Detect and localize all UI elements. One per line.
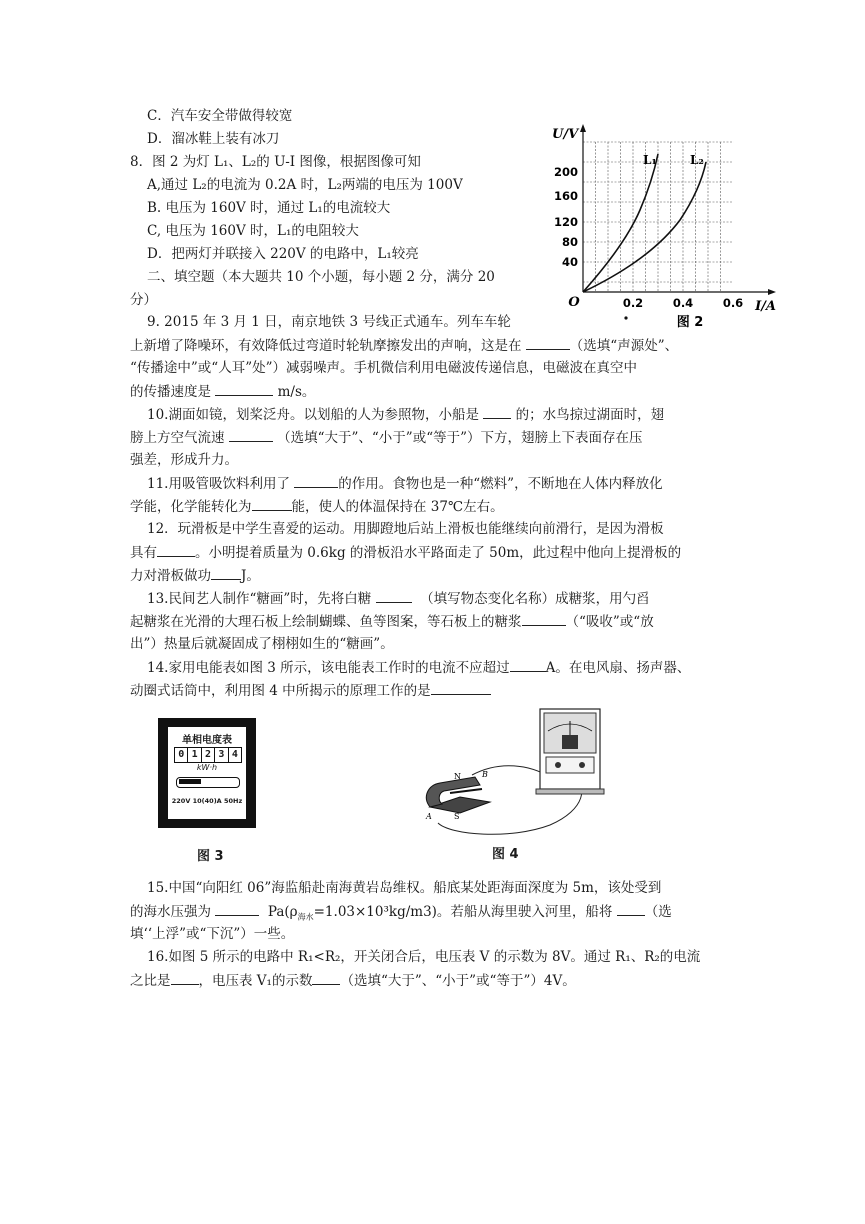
q15-line1: 15.中国“向阳红 06”海监船赴南海黄岩岛维权。船底某处距海面深度为 5m，该处受到 xyxy=(147,880,662,896)
q10-line2: 膀上方空气流速 （选填“大于”、“小于”或“等于”）下方，翅膀上下表面存在压 xyxy=(130,427,643,448)
meter-unit: kW·h xyxy=(196,763,218,772)
figure-2-caption: 图 2 xyxy=(676,315,704,330)
label-S: S xyxy=(454,812,460,821)
x-axis-arrow xyxy=(768,289,776,295)
section-heading: 二、填空题（本大题共 10 个小题，每小题 2 分，满分 20 xyxy=(147,269,495,285)
y-tick: 200 xyxy=(553,165,578,179)
q16-blank-1[interactable] xyxy=(171,970,199,985)
meter-digit: 3 xyxy=(215,748,228,762)
option-d: D．溜冰鞋上装有冰刀 xyxy=(147,131,280,147)
q11-blank-2[interactable] xyxy=(252,496,292,511)
q15-line2: 的海水压强为 $Pa(\rho_{海水}=1.03\times 10^3kg/m3)$。若船从海里驶入河里，船将 （选 xyxy=(130,901,672,928)
option-c: C．汽车安全带做得较宽 xyxy=(147,108,293,124)
meter-title: 单相电度表 xyxy=(182,735,232,746)
meter-rating: 220V 10(40)A 50Hz xyxy=(171,797,243,805)
label-A: A xyxy=(426,812,432,821)
q8-option-a: A,通过 L₂的电流为 0.2A 时，L₂两端的电压为 100V xyxy=(147,177,463,193)
y-tick: 40 xyxy=(561,255,578,269)
curve-label-L2: L₂ xyxy=(690,153,704,167)
meter-digit: 2 xyxy=(202,748,215,762)
q15-blank-2[interactable] xyxy=(617,901,645,916)
x-tick: 0.4 xyxy=(672,296,694,310)
q11-line2: 学能，化学能转化为 能，使人的体温保持在 37℃左右。 xyxy=(130,496,504,517)
terminal xyxy=(579,762,585,768)
q8-stem: 8．图 2 为灯 L₁、L₂的 U-I 图像，根据图像可知 xyxy=(130,154,421,170)
q8-option-c: C, 电压为 160V 时，L₁的电阻较大 xyxy=(147,223,359,239)
q13-line2: 起糖浆在光滑的大理石板上绘制蝴蝶、鱼等图案，等石板上的糖浆 （“吸收”或“放 xyxy=(130,611,654,632)
x-tick: 0.2 xyxy=(622,296,644,310)
q13-line3: 出”）热量后就凝固成了栩栩如生的“糖画”。 xyxy=(130,636,394,652)
figure-4-apparatus xyxy=(420,705,620,840)
q13-blank-2[interactable] xyxy=(522,611,566,626)
galvanometer-core xyxy=(562,735,578,749)
q9-line4: 的传播速度是 m/s。 xyxy=(130,381,315,402)
meter-arrow xyxy=(179,779,201,784)
q10-blank-2[interactable] xyxy=(229,427,273,442)
q9-line2: 上新增了降噪环，有效降低过弯道时轮轨摩擦发出的声响，这是在 （选填“声源处”、 xyxy=(130,335,678,356)
q16-line2: 之比是 ，电压表 V₁的示数 （选填“大于”、“小于”或“等于”）4V。 xyxy=(130,970,576,991)
y-tick: 160 xyxy=(553,189,578,203)
q8-option-d: D．把两灯并联接入 220V 的电路中，L₁较亮 xyxy=(147,246,419,262)
q13-blank-1[interactable] xyxy=(376,588,412,603)
q16-blank-2[interactable] xyxy=(312,970,340,985)
x-tick: 0.6 xyxy=(722,296,744,310)
meter-digit: 4 xyxy=(231,749,238,760)
section-heading-cont: 分） xyxy=(130,292,157,308)
figure-4-caption: 图 4 xyxy=(492,847,519,862)
q10-blank-1[interactable] xyxy=(483,404,511,419)
label-B: B xyxy=(482,770,488,779)
q13-line1: 13.民间艺人制作“糖画”时，先将白糖 （填写物态变化名称）成糖浆，用勺舀 xyxy=(147,588,650,609)
q12-line1: 12．玩滑板是中学生喜爱的运动。用脚蹬地后站上滑板也能继续向前滑行，是因为滑板 xyxy=(147,521,664,537)
q11-blank-1[interactable] xyxy=(294,473,338,488)
y-tick: 120 xyxy=(553,215,578,229)
y-axis-arrow xyxy=(580,124,586,132)
y-axis-label: U/V xyxy=(552,127,579,142)
q14-blank-2[interactable] xyxy=(431,680,491,695)
y-tick: 80 xyxy=(561,235,578,249)
q15-blank-1[interactable] xyxy=(215,901,259,916)
q9-line3: “传播途中”或“人耳”处”）减弱噪声。手机微信利用电磁波传递信息，电磁波在真空中 xyxy=(130,360,638,376)
q8-option-b: B. 电压为 160V 时，通过 L₁的电流较大 xyxy=(147,200,391,216)
q12-blank-1[interactable] xyxy=(157,542,195,557)
q14-line1: 14.家用电能表如图 3 所示，该电能表工作时的电流不应超过 A。在电风扇、扬声器、 xyxy=(147,657,690,678)
q15-line3: 填‘‘上浮”或“下沉”）一些。 xyxy=(130,926,295,942)
curve-L2 xyxy=(583,162,706,292)
meter-digit: 1 xyxy=(188,748,201,762)
terminal xyxy=(555,762,561,768)
x-axis-label: I/A xyxy=(755,299,776,314)
dot-mark xyxy=(624,316,627,319)
q10-line1: 10.湖面如镜，划桨泛舟。以划船的人为参照物，小船是 的；水鸟掠过湖面时，翅 xyxy=(147,404,664,425)
q9-line1: 9. 2015 年 3 月 1 日，南京地铁 3 号线正式通车。列车车轮 xyxy=(147,314,511,330)
origin-label: O xyxy=(568,295,580,310)
figure-3-electricity-meter xyxy=(158,718,256,828)
figure-2-ui-graph xyxy=(540,120,790,330)
galvanometer-base-panel xyxy=(546,757,594,773)
q14-line2: 动圈式话筒中，利用图 4 中所揭示的原理工作的是 xyxy=(130,680,491,701)
curve-label-L1: L₁ xyxy=(643,153,657,167)
meter-disc-window xyxy=(176,777,240,788)
q12-line2: 具有 。小明提着质量为 0.6kg 的滑板沿水平路面走了 50m，此过程中他向上提滑板的 xyxy=(130,542,681,563)
q12-line3: 力对滑板做功 J。 xyxy=(130,565,260,586)
q9-blank-1[interactable] xyxy=(526,335,570,350)
q16-line1: 16.如图 5 所示的电路中 R₁<R₂，开关闭合后，电压表 V 的示数为 8V。通过 R₁、R₂的电流 xyxy=(147,949,701,965)
q10-line3: 强差，形成升力。 xyxy=(130,452,238,468)
q14-blank-1[interactable] xyxy=(510,657,546,672)
label-N: N xyxy=(454,772,461,781)
meter-digits xyxy=(174,747,242,763)
galvanometer-stand xyxy=(536,789,604,794)
q9-blank-2[interactable] xyxy=(215,381,273,396)
meter-digit: 0 xyxy=(175,748,188,762)
figure-3-caption: 图 3 xyxy=(197,849,224,864)
q12-blank-2[interactable] xyxy=(211,565,241,580)
q11-line1: 11.用吸管吸饮料利用了 的作用。食物也是一种“燃料”，不断地在人体内释放化 xyxy=(147,473,663,494)
